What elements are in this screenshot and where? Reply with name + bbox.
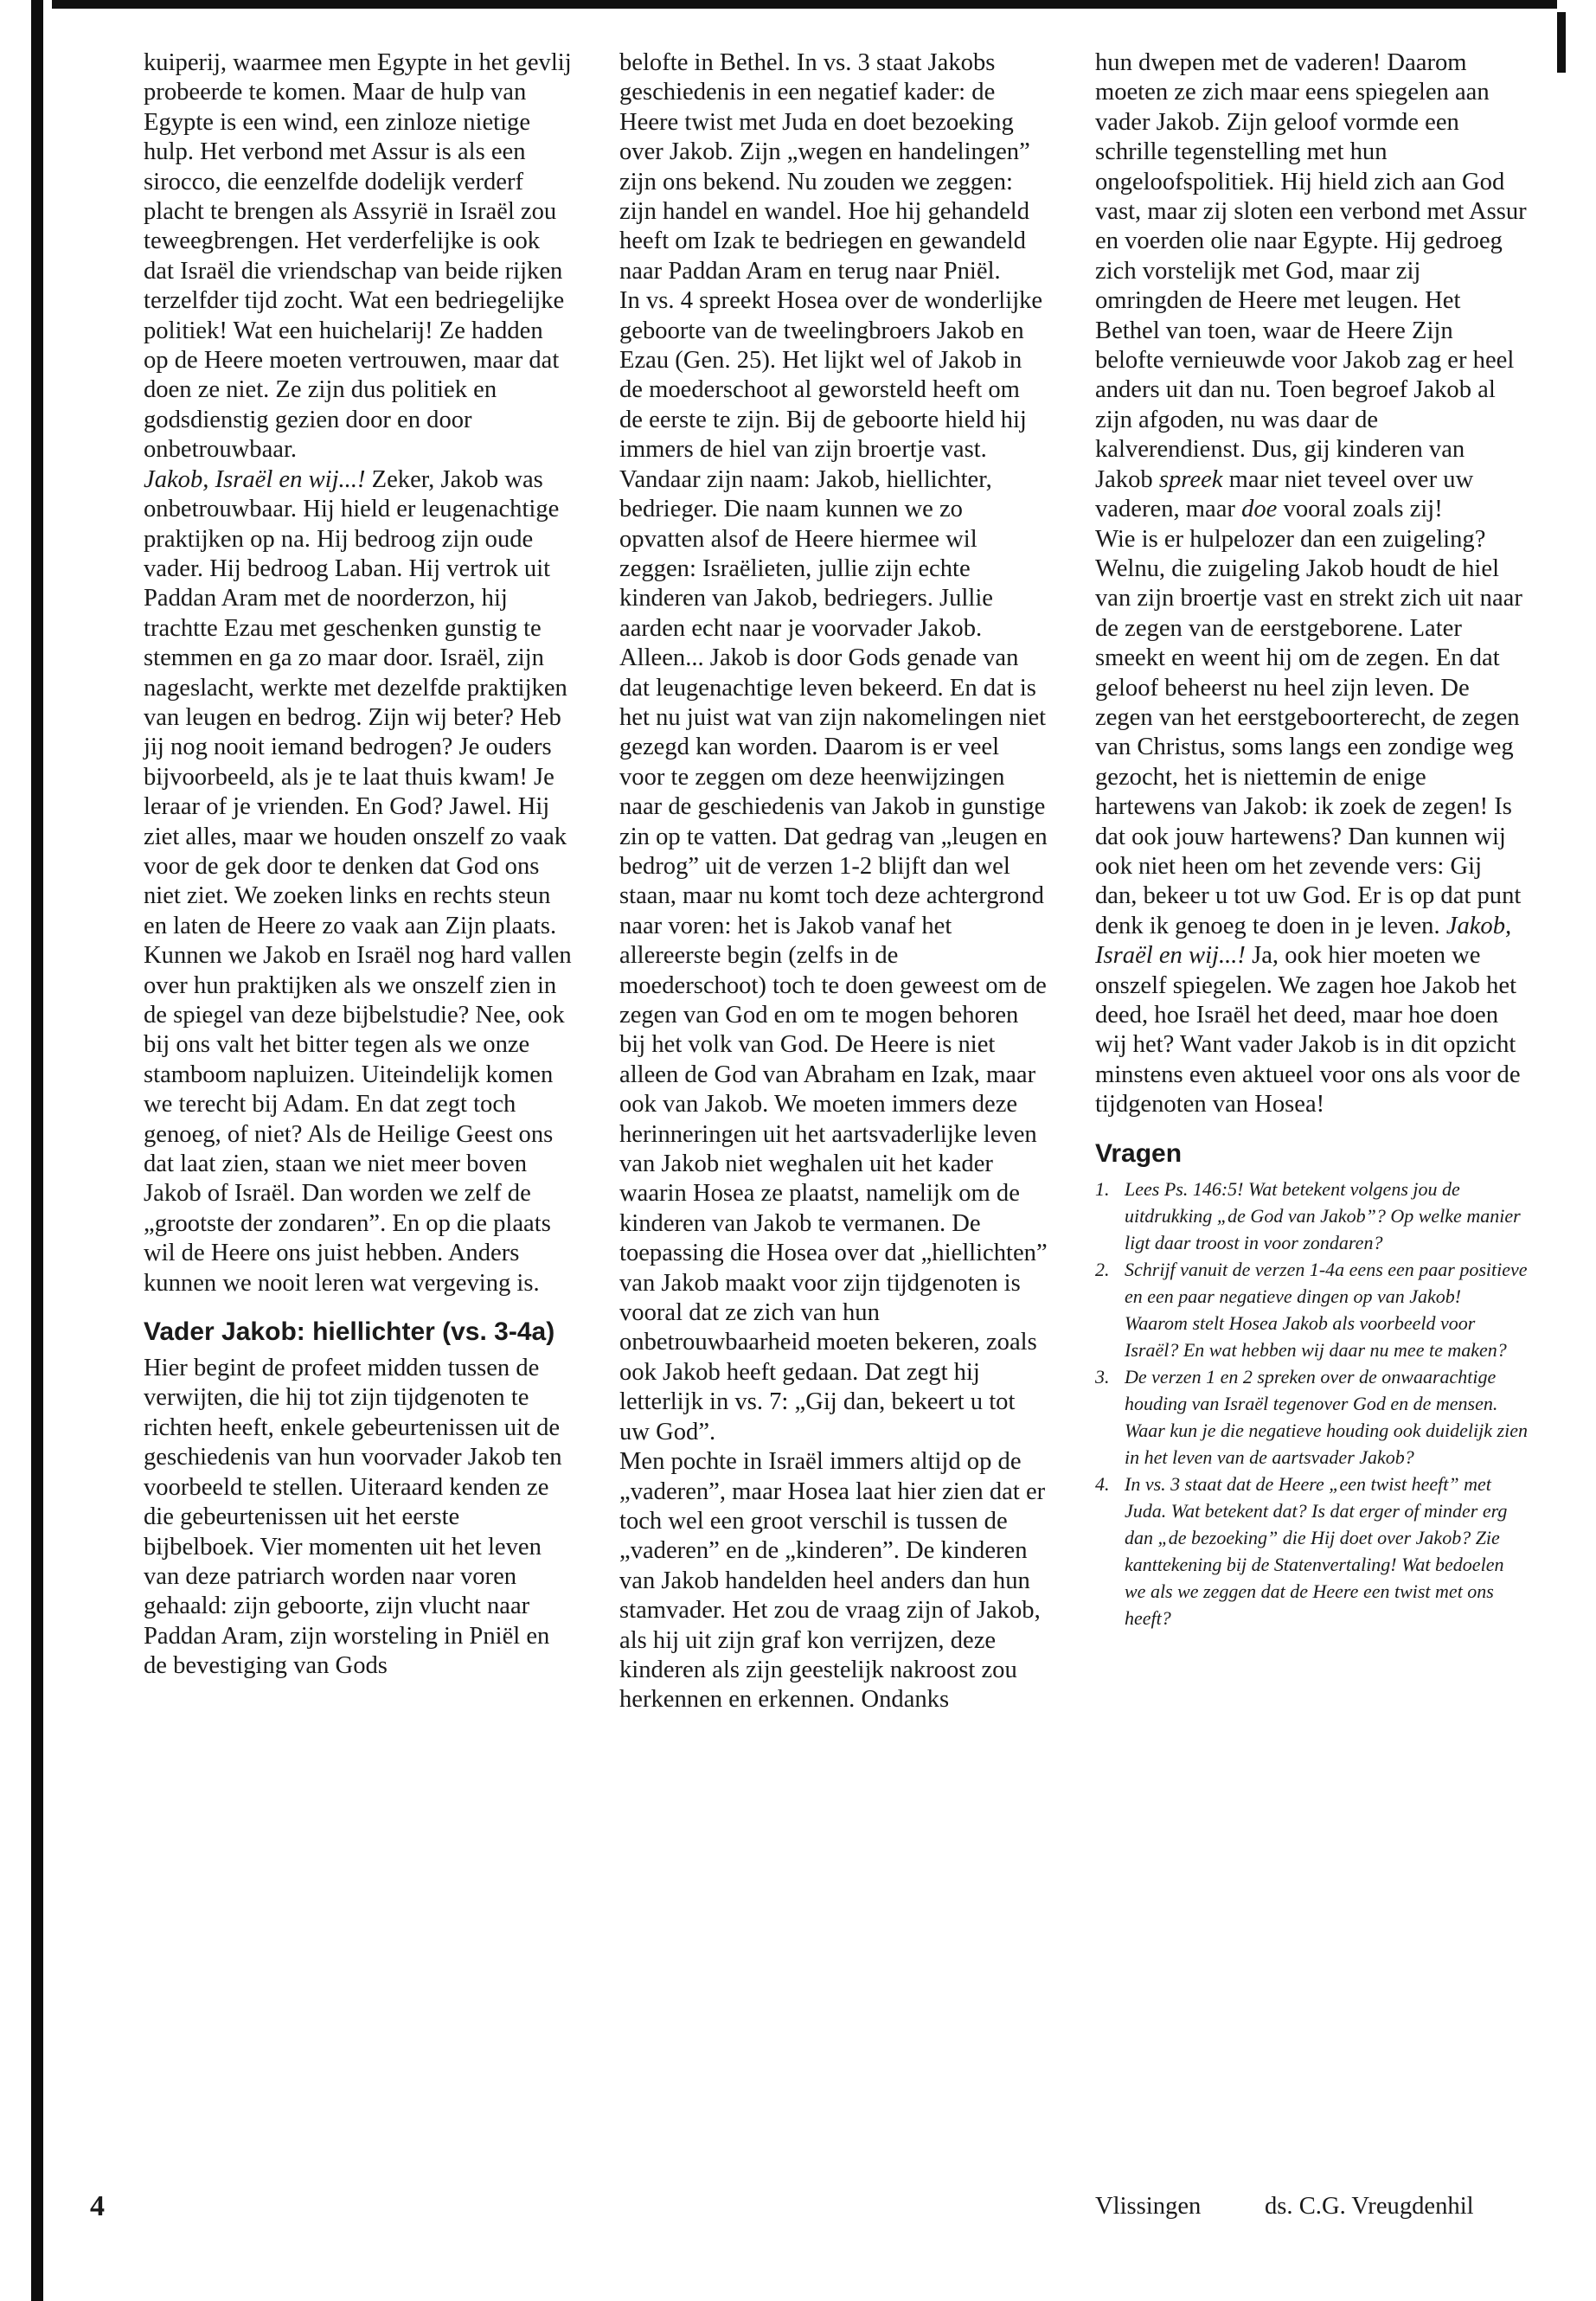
signature-place: Vlissingen bbox=[1095, 2193, 1202, 2220]
paragraph: Men pochte in Israël immers altijd op de „vaderen”, maar Hosea laat hier zien dat er toch wel een groot verschil is tussen de „vaderen” en de „kinderen”. De kinderen van Jakob handelden heel anders dan hun stamvader. Het zou de vraag zijn of Jakob, als hij uit zijn graf kon verrijzen, deze kinderen als zijn geestelijk nakroost zou herkennen en erkennen. Ondanks bbox=[619, 1448, 1046, 1714]
italic-word: doe bbox=[1241, 496, 1278, 523]
question-item bbox=[1095, 1256, 1528, 1363]
paragraph-text: hun dwepen met de vaderen! Daarom moeten ze zich maar eens spiegelen aan vader Jakob. Zijn geloof vormde een schrille tegenstelling met hun ongeloofspolitiek. Hij hield zich aan God vast, maar zij sloten een verbond met Assur en voerden olie naar Egypte. Hij gedroeg zich vorstelijk met God, maar zij omringden de Heere met leugen. Het Bethel van toen, waar de Heere Zijn belofte vernieuwde voor Jakob zag er heel anders uit dan nu. Toen begroef Jakob al zijn afgoden, nu was daar de kalverendienst. Dus, gij kinderen van Jakob bbox=[1095, 49, 1527, 493]
question-number: 3. bbox=[1095, 1365, 1110, 1388]
italic-word: spreek bbox=[1158, 465, 1223, 493]
question-item bbox=[1095, 1471, 1528, 1631]
paragraph-text: Wie is er hulpelozer dan een zuigeling? Welnu, die zuigeling Jakob houdt de hiel van zijn broertje vast en strekt zich uit naar de zegen van de eerstgeborene. Later smeekt en weent hij om de zegen. En dat geloof beheerst nu heel zijn leven. De zegen van het eerstgeboorterecht, de zegen van Christus, soms langs een zondige weg gezocht, het is niettemin de enige hartewens van Jakob: ik zoek de zegen! Is dat ook jouw hartewens? Dan kunnen wij ook niet heen om het zevende vers: Gij dan, bekeer u tot uw God. Er is op dat punt denk ik genoeg te doen in je leven. bbox=[1095, 525, 1522, 939]
paragraph-text: Ja, ook hier moeten we onszelf spiegelen. We zagen hoe Jakob het deed, hoe Israël het deed, maar hoe doen wij het? Want vader Jakob is in dit opzicht minstens even aktueel voor ons als voor de tijdgenoten van Hosea! bbox=[1095, 942, 1521, 1118]
questions-list bbox=[1095, 1176, 1528, 1631]
column-2 bbox=[619, 48, 1048, 1715]
signature-author: ds. C.G. Vreugdenhil bbox=[1265, 2193, 1474, 2220]
italic-phrase: Jakob, Israël en wij...! bbox=[144, 465, 366, 493]
paragraph bbox=[144, 465, 573, 1298]
paragraph-text: Zeker, Jakob was onbetrouwbaar. Hij hield er leugenachtige praktijken op na. Hij bedroog zijn oude vader. Hij bedroog Laban. Hij vertrok uit Paddan Aram met de noorderzon, hij trachtte Ezau met geschenken gunstig te stemmen en ga zo maar door. Israël, zijn nageslacht, werkte met dezelfde praktijken van leugen en bedrog. Zijn wij beter? Heb jij nog nooit iemand bedrogen? Je ouders bijvoorbeeld, als je te laat thuis kwam! Je leraar of je vrienden. En God? Jawel. Hij ziet alles, maar we houden onszelf zo vaak voor de gek door te denken dat God ons niet ziet. We zoeken links en rechts steun en laten de Heere zo vaak aan Zijn plaats. Kunnen we Jakob en Israël nog hard vallen over hun praktijken als we onszelf zien in de spiegel van deze bijbelstudie? Nee, ook bij ons valt het bitter tegen als we onze stamboom napluizen. Uiteindelijk komen we terecht bij Adam. En dat zegt toch genoeg, of niet? Als de Heilige Geest ons dat laat zien, staan we niet meer boven Jakob of Israël. Dan worden we zelf de „grootste der zondaren”. En op die plaats wil de Heere ons juist hebben. Anders kunnen we nooit leren wat vergeving is. bbox=[144, 465, 572, 1297]
question-number: 4. bbox=[1095, 1472, 1110, 1495]
paragraph: kuiperij, waarmee men Egypte in het gevlij probeerde te komen. Maar de hulp van Egypte is een wind, een zinloze nietige hulp. Het verbond met Assur is als een sirocco, die eenzelfde dodelijk verderf placht te brengen als Assyrië in Israël zou teweegbrengen. Het verderfelijke is ook dat Israël die vriendschap van beide rijken terzelfder tijd zocht. Wat een bedriegelijke politiek! Wat een huichelarij! Ze hadden op de Heere moeten vertrouwen, maar dat doen ze niet. Ze zijn dus politiek en godsdienstig gezien door en door onbetrouwbaar. bbox=[144, 49, 572, 464]
paragraph: Hier begint de profeet midden tussen de verwijten, die hij tot zijn tijdgenoten te richten heeft, enkele gebeurtenissen uit de geschiedenis van hun voorvader Jakob ten voorbeeld te stellen. Uiteraard kenden ze die gebeurtenissen uit het eerste bijbelboek. Vier momenten uit het leven van deze patriarch worden naar voren gehaald: zijn geboorte, zijn vlucht naar Paddan Aram, zijn worsteling in Pniël en de bevestiging van Gods bbox=[144, 1355, 562, 1680]
question-item bbox=[1095, 1363, 1528, 1471]
question-text: Lees Ps. 146:5! Wat betekent volgens jou de uitdrukking „de God van Jakob”? Op welke manier ligt daar troost in voor zondaren? bbox=[1125, 1177, 1521, 1253]
paragraph: In vs. 4 spreekt Hosea over de wonderlijke geboorte van de tweelingbroers Jakob en Ezau (Gen. 25). Het lijkt wel of Jakob in de moederschoot al geworsteld heeft om de eerste te zijn. Bij de geboorte hield hij immers de hiel van zijn broertje vast. Vandaar zijn naam: Jakob, hiellichter, bedrieger. Die naam kunnen we zo opvatten alsof de Heere hiermee wil zeggen: Israëlieten, jullie zijn echte kinderen van Jakob, bedriegers. Jullie aarden echt naar je voorvader Jakob. Alleen... Jakob is door Gods genade van dat leugenachtige leven bekeerd. En dat is het nu juist wat van zijn nakomelingen niet gezegd kan worden. Daarom is er veel voor te zeggen om deze heenwijzingen naar de geschiedenis van Jakob in gunstige zin op te vatten. Dat gedrag van „leugen en bedrog” uit de verzen 1-2 blijft dan wel staan, maar nu komt toch deze achtergrond naar voren: het is Jakob vanaf het allereerste begin (zelfs in de moederschoot) toch te doen geweest om de zegen van God en om te mogen behoren bij het volk van God. De Heere is niet alleen de God van Abraham en Izak, maar ook van Jakob. We moeten immers deze herinneringen uit het aartsvaderlijke leven van Jakob niet weghalen uit het kader waarin Hosea ze plaatst, namelijk om de kinderen van Jakob te vermanen. De toepassing die Hosea over dat „hiellichten” van Jakob maakt voor zijn tijdgenoten is vooral dat ze zich van hun onbetrouwbaarheid moeten bekeren, zoals ook Jakob heeft gedaan. Dat zegt hij letterlijk in vs. 7: „Gij dan, bekeert u tot uw God”. bbox=[619, 287, 1048, 1445]
question-item bbox=[1095, 1176, 1528, 1256]
question-number: 2. bbox=[1095, 1258, 1110, 1280]
paragraph: belofte in Bethel. In vs. 3 staat Jakobs geschiedenis in een negatief kader: de Heere twist met Juda en doet bezoeking over Jakob. Zijn „wegen en handelingen” zijn ons bekend. Nu zouden we zeggen: zijn handel en wandel. Hoe hij gehandeld heeft om Izak te bedriegen en gewandeld naar Paddan Aram en terug naar Pniël. bbox=[619, 49, 1030, 285]
paragraph bbox=[1095, 525, 1528, 1120]
top-border bbox=[52, 0, 1557, 9]
italic-phrase: Jakob, Israël en wij...! bbox=[1095, 912, 1512, 970]
left-page-edge bbox=[31, 0, 43, 2301]
question-text: De verzen 1 en 2 spreken over de onwaarachtige houding van Israël tegenover God en de mensen. Waar kun je die negatieve houding ook duidelijk zien in het leven van de aartsvader Jakob? bbox=[1125, 1365, 1528, 1468]
paragraph-text: vooral zoals zij! bbox=[1277, 496, 1443, 523]
column-3 bbox=[1095, 48, 1528, 1631]
right-page-edge bbox=[1557, 12, 1566, 73]
column-1 bbox=[144, 48, 573, 1682]
question-number: 1. bbox=[1095, 1177, 1110, 1200]
paragraph-text: maar niet teveel over uw vaderen, maar bbox=[1095, 465, 1474, 523]
question-text: Schrijf vanuit de verzen 1-4a eens een paar positieve en een paar negatieve dingen op van Jakob! Waarom stelt Hosea Jakob als voorbeeld voor Israël? En wat hebben wij daar nu mee te maken? bbox=[1125, 1258, 1528, 1361]
question-text: In vs. 3 staat dat de Heere „een twist heeft” met Juda. Wat betekent dat? Is dat erger of minder erg dan „de bezoeking” die Hij doet over Jakob? Zie kanttekening bij de Statenvertaling! Wat bedoelen we als we zeggen dat de Heere een twist met ons heeft? bbox=[1125, 1472, 1508, 1629]
section-heading: Vader Jakob: hiellichter (vs. 3-4a) bbox=[144, 1317, 555, 1347]
page-number: 4 bbox=[90, 2190, 105, 2222]
questions-heading: Vragen bbox=[1095, 1138, 1183, 1168]
paragraph bbox=[1095, 48, 1528, 525]
